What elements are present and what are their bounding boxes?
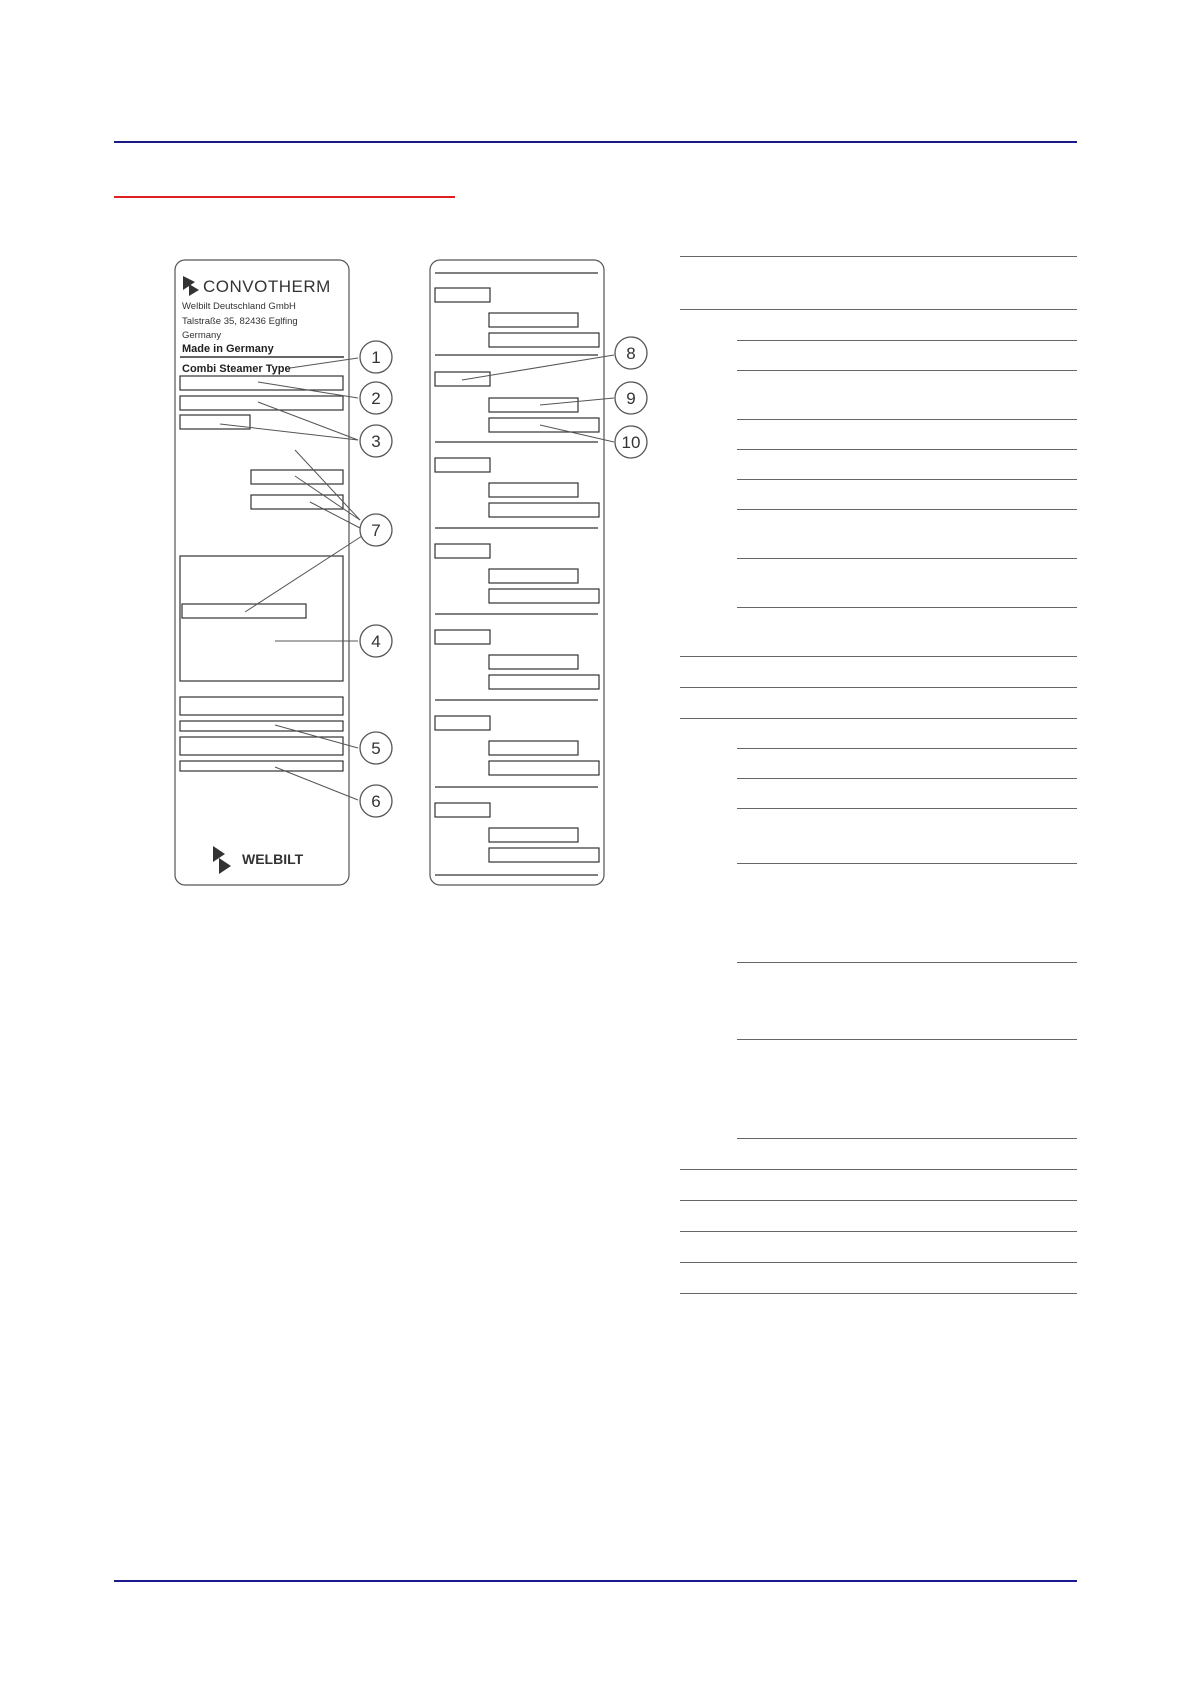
type-label: Combi Steamer Type [182, 363, 291, 375]
field-approval-a [180, 697, 343, 715]
callout-7-label: 7 [371, 521, 381, 540]
callout-5-label: 5 [371, 739, 381, 758]
footer-rule [114, 1580, 1077, 1582]
made-in-text: Made in Germany [182, 343, 274, 355]
nameplate-figure [0, 0, 700, 900]
field-approval-c [180, 737, 343, 755]
callout-8-label: 8 [626, 344, 636, 363]
callout-3-label: 3 [371, 432, 381, 451]
field-approval-b [180, 721, 343, 731]
field-serial [180, 415, 250, 429]
callout-6-label: 6 [371, 792, 381, 811]
callout-1-label: 1 [371, 348, 381, 367]
field-voltage-b [251, 495, 343, 509]
brand-text: CONVOTHERM [203, 277, 331, 296]
convotherm-logo-icon [183, 276, 199, 296]
welbilt-logo-icon [213, 846, 231, 874]
callout-4-label: 4 [371, 632, 381, 651]
field-ratings-inner [182, 604, 306, 618]
callout-9-label: 9 [626, 389, 636, 408]
street-text: Talstraße 35, 82436 Eglfing [182, 316, 298, 327]
callout-10-label: 10 [621, 433, 641, 452]
footer-brand-text: WELBILT [242, 851, 304, 867]
country-text: Germany [182, 330, 222, 341]
callout-2-label: 2 [371, 389, 381, 408]
company-text: Welbilt Deutschland GmbH [182, 301, 296, 312]
field-approval-d [180, 761, 343, 771]
